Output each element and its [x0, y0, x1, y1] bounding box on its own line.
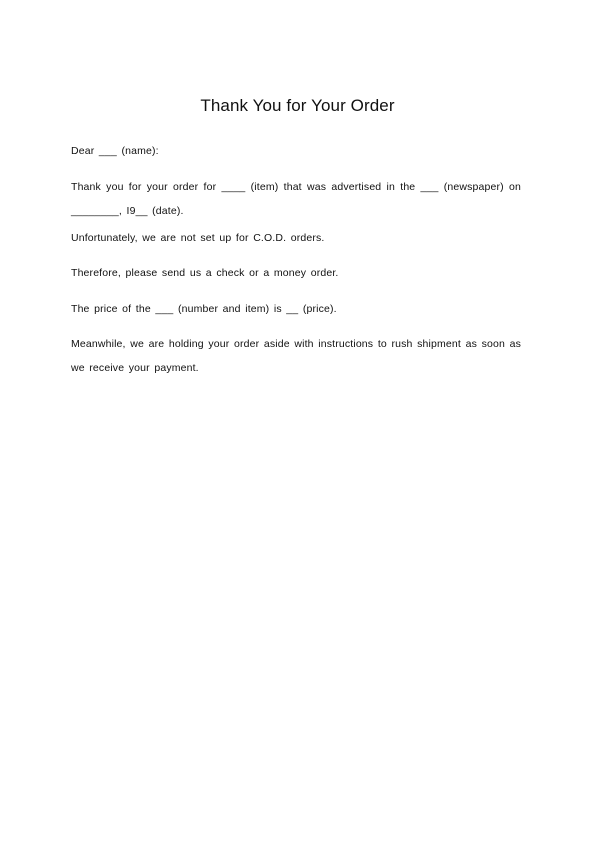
paragraph-price: The price of the ___ (number and item) is __ (price).	[71, 303, 337, 315]
salutation: Dear ___ (name):	[71, 145, 159, 157]
paragraph-shipment: Meanwhile, we are holding your order aside with instructions to rush shipment as soon as we receive your payment.	[71, 338, 526, 374]
paragraph-payment-request: Therefore, please send us a check or a money order.	[71, 267, 339, 279]
paragraph-order-details: Thank you for your order for ____ (item) that was advertised in the ___ (newspaper) on ________, I9__ (date).	[71, 181, 526, 217]
letter-title: Thank You for Your Order	[200, 96, 395, 115]
paragraph-cod-notice: Unfortunately, we are not set up for C.O.D. orders.	[71, 232, 325, 244]
